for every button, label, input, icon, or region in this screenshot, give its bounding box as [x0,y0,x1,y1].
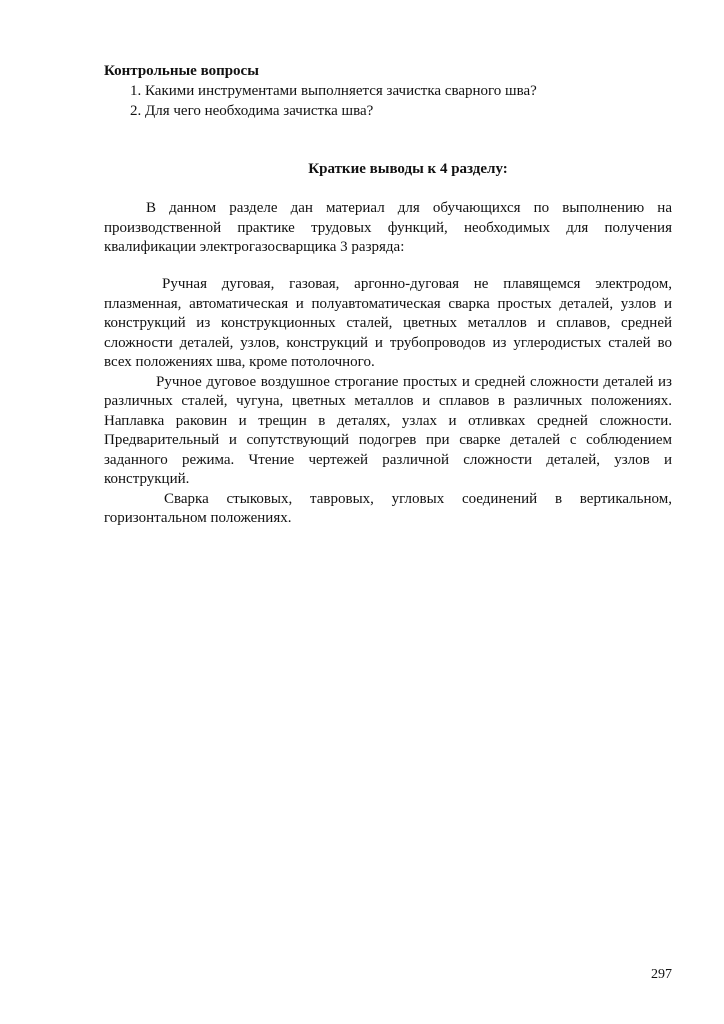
list-item: 2. Для чего необходима зачистка шва? [130,102,374,119]
summary-intro-paragraph: В данном разделе дан материал для обучающихся по выполнению на производственной практике трудовых функций, необходимых для получения квалификации электрогазосварщика 3 разряда: [104,200,672,255]
summary-paragraph-welding: Ручная дуговая, газовая, аргонно-дуговая не плавящемся электродом, плазменная, автоматическая и полуавтоматическая сварка простых деталей, узлов и конструкций из конструкционных сталей, цветных металлов и сплавов, средней сложности деталей, узлов, конструкций и трубопроводов из углеродистых сталей во всех положениях шва, кроме потолочного. [104,276,672,370]
page-number: 297 [651,967,672,982]
summary-paragraph-joints: Сварка стыковых, тавровых, угловых соединений в вертикальном, горизонтальном положениях. [104,490,672,526]
list-item: 1. Какими инструментами выполняется зачистка сварного шва? [130,83,537,99]
control-questions-list [104,82,672,121]
summary-paragraph-gouging: Ручное дуговое воздушное строгание простых и средней сложности деталей из различных сталей, чугуна, цветных металлов и сплавов в различных положениях. Наплавка раковин и трещин в деталях, узлах и отливках средней сложности. Предварительный и сопутствующий подогрев при сварке деталей с соблюдением заданного режима. Чтение чертежей различной сложности деталей, узлов и конструкций. [104,373,672,487]
control-questions-heading: Контрольные вопросы [104,63,259,79]
summary-intro-block [104,199,672,258]
summary-title: Краткие выводы к 4 разделу: [308,161,508,177]
summary-body-block [104,275,672,529]
